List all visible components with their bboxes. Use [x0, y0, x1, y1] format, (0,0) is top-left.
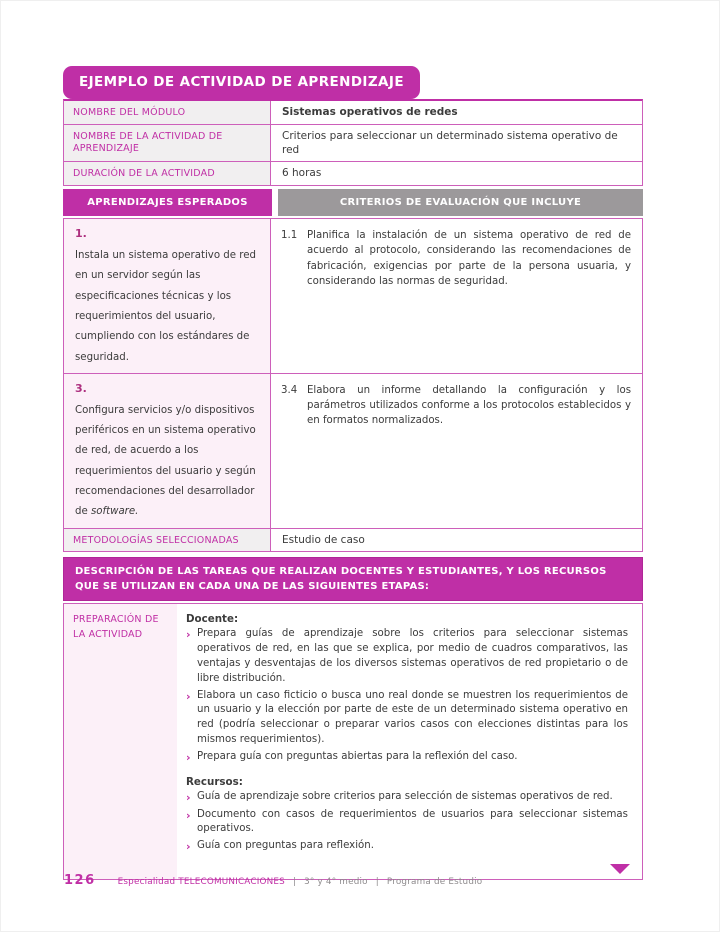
bullet-icon: › — [186, 790, 191, 804]
footer-separator: | — [375, 877, 379, 887]
duration-label: DURACIÓN DE LA ACTIVIDAD — [64, 162, 271, 185]
footer-specialty: Especialidad TELECOMUNICACIONES — [117, 877, 285, 887]
table-row — [64, 162, 642, 185]
table-row — [64, 125, 642, 162]
activity-name-label: NOMBRE DE LA ACTIVIDAD DE APRENDIZAJE — [64, 125, 271, 161]
module-info-table — [63, 99, 643, 186]
list-item: › Documento con casos de requerimientos de usuarios para seleccionar sistemas operativos. — [186, 808, 628, 838]
bullet-icon: › — [186, 840, 191, 854]
criterion-number: 3.4 — [281, 384, 298, 396]
criterion-number: 1.1 — [281, 230, 298, 242]
module-name-label: NOMBRE DEL MÓDULO — [64, 101, 271, 124]
bullet-icon: › — [186, 808, 191, 822]
expected-learning-3 — [64, 374, 271, 528]
list-item: › Prepara guía con preguntas abiertas para la reflexión del caso. — [186, 750, 518, 764]
bullet-icon: › — [186, 750, 191, 764]
criterion-text: Elabora un informe detallando la configuración y los parámetros utilizados conforme a los protocolos establecidos y en formatos normalizados. — [307, 384, 631, 427]
expected-learning-text: Configura servicios y/o dispositivos periféricos en un sistema operativo de red, de acuerdo a los requerimientos del usuario y según recomendaciones del desarrollador de software. — [75, 404, 256, 518]
methodology-label: METODOLOGÍAS SELECCIONADAS — [64, 529, 271, 552]
criterion-text: Planifica la instalación de un sistema operativo de red de acuerdo al protocolo, considerando las recomendaciones de fabricación, exigencias por parte de la persona usuaria, y considerando las normas de seguridad. — [307, 230, 631, 287]
list-item: › Guía de aprendizaje sobre criterios para selección de sistemas operativos de red. — [186, 790, 613, 804]
table-row — [64, 219, 642, 374]
methodology-row — [64, 529, 642, 552]
footer-breadcrumb — [118, 877, 483, 887]
table-row — [64, 101, 642, 125]
bullet-icon: › — [186, 628, 191, 642]
activity-name-value: Criterios para seleccionar un determinado sistema operativo de red — [271, 125, 642, 161]
recursos-heading: Recursos: — [186, 775, 243, 788]
table-row — [64, 374, 642, 529]
list-item: › Guía con preguntas para reflexión. — [186, 840, 374, 854]
expected-learning-header: APRENDIZAJES ESPERADOS — [63, 189, 272, 216]
page-footer — [64, 873, 482, 888]
criterion-3-4 — [271, 374, 642, 528]
module-name-value: Sistemas operativos de redes — [271, 101, 642, 124]
activity-table — [63, 99, 643, 880]
expected-learning-number: 1. — [75, 227, 87, 241]
footer-grade: 3° y 4° medio — [304, 877, 368, 887]
page-title: EJEMPLO DE ACTIVIDAD DE APRENDIZAJE — [63, 66, 420, 99]
footer-separator: | — [292, 877, 297, 887]
duration-value: 6 horas — [271, 162, 642, 185]
docente-heading: Docente: — [186, 613, 239, 626]
list-item: › Prepara guías de aprendizaje sobre los criterios para seleccionar sistemas operativos de red, en las que se explica, por medio de cuadros comparativos, las ventajas y desventajas de los diversos sistemas operativos de red propietario o de libre distribución. — [186, 627, 628, 686]
criterion-1-1 — [271, 219, 642, 373]
bullet-icon: › — [186, 689, 191, 703]
recursos-list — [186, 790, 628, 855]
expected-learning-1 — [64, 219, 271, 373]
list-item: › Elabora un caso ficticio o busca uno real donde se muestren los requerimientos de un usuario y la elección por parte de este de un determinado sistema operativo en red (podría seleccionar o preparar varios casos con elecciones distintas para los mismos requerimientos). — [186, 689, 628, 748]
evaluation-criteria-header: CRITERIOS DE EVALUACIÓN QUE INCLUYE — [278, 189, 643, 216]
preparation-section — [63, 603, 643, 880]
preparation-content — [177, 604, 642, 879]
methodology-value: Estudio de caso — [271, 529, 642, 552]
preparation-label: PREPARACIÓN DE LA ACTIVIDAD — [64, 604, 177, 879]
docente-task-list — [186, 627, 628, 765]
expected-learning-text: Instala un sistema operativo de red en un servidor según las especificaciones técnicas y los requerimientos del usuario, cumpliendo con los estándares de seguridad. — [75, 250, 256, 363]
page-continues-triangle-icon — [610, 864, 630, 874]
footer-program: Programa de Estudio — [386, 877, 483, 887]
page-number: 126 — [64, 873, 96, 888]
tasks-description-banner: DESCRIPCIÓN DE LAS TAREAS QUE REALIZAN DOCENTES Y ESTUDIANTES, Y LOS RECURSOS QUE SE UTILIZAN EN CADA UNA DE LAS SIGUIENTES ETAPAS: — [63, 557, 643, 601]
expected-learning-number: 3. — [75, 381, 87, 395]
matrix-body — [63, 218, 643, 552]
matrix-header-row — [63, 189, 643, 216]
